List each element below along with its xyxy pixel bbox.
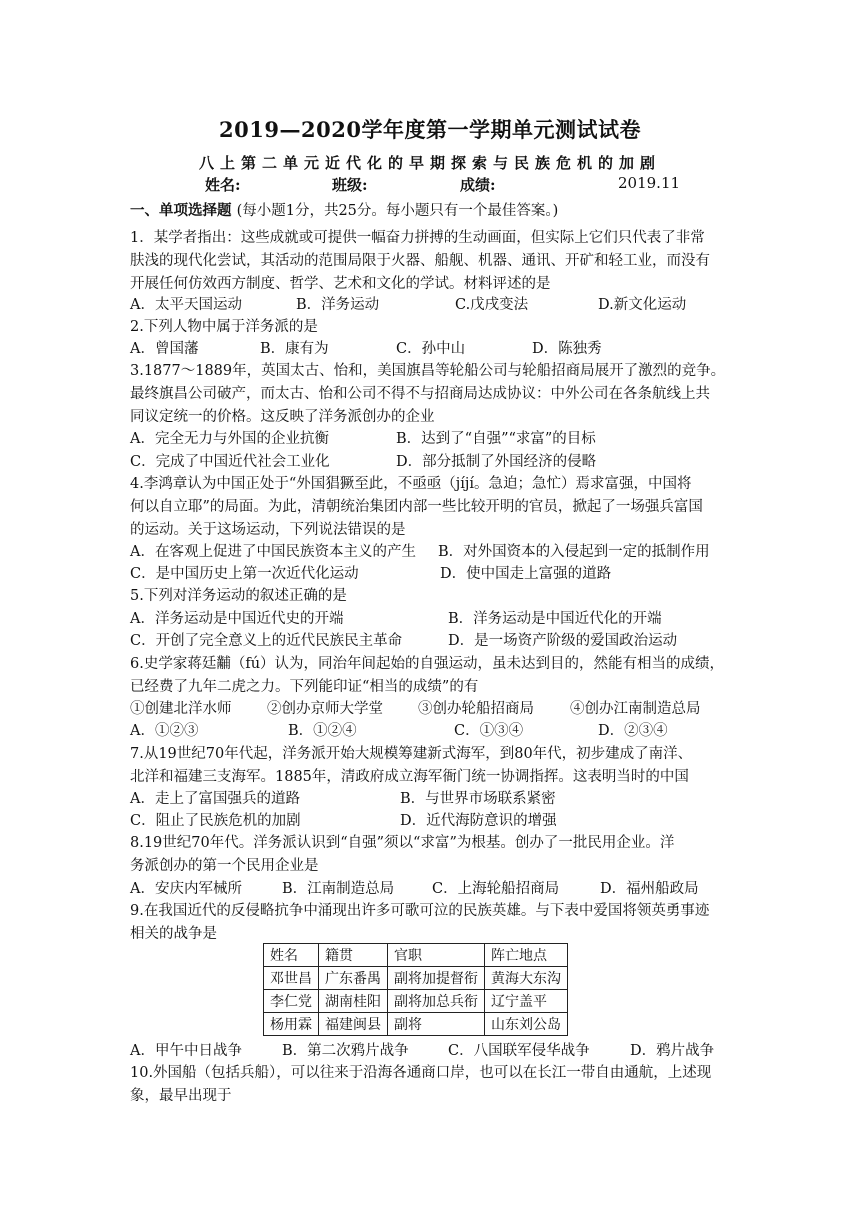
question-10-line-1: 10.外国船（包括兵船），可以往来于沿海各通商口岸，也可以在长江一带自由通航，上述现 — [130, 1065, 712, 1081]
table-cell: 李仁党 — [264, 990, 319, 1013]
q5-option-c: C．开创了完全意义上的近代民族民主革命 — [130, 633, 403, 649]
q7-option-c: C．阻止了民族危机的加剧 — [130, 813, 301, 829]
q4-option-a: A．在客观上促进了中国民族资本主义的产生 — [130, 544, 416, 560]
table-header-cell: 阵亡地点 — [485, 944, 568, 967]
q8-option-d: D．福州船政局 — [600, 881, 699, 897]
q6-item-3: ③创办轮船招商局 — [418, 701, 534, 717]
q9-option-c: C．八国联军侵华战争 — [448, 1043, 590, 1059]
question-9-line-2: 相关的战争是 — [130, 926, 217, 942]
name-label: 姓名: — [205, 176, 241, 194]
q1-option-a: A．太平天国运动 — [130, 297, 242, 313]
question-4-line-2: 何以自立耶”的局面。为此，清朝统治集团内部一些比较开明的官员，掀起了一场强兵富国 — [130, 499, 703, 515]
table-cell: 湖南桂阳 — [319, 990, 388, 1013]
question-3-line-1: 3.1877～1889年，英国太古、怡和，美国旗昌等轮船公司与轮船招商局展开了激烈的竞争。 — [130, 363, 726, 379]
q9-option-a: A．甲午中日战争 — [130, 1043, 242, 1059]
q3-option-a: A．完全无力与外国的企业抗衡 — [130, 431, 329, 447]
q2-option-c: C．孙中山 — [396, 341, 466, 357]
table-cell: 福建闽县 — [319, 1013, 388, 1036]
class-label: 班级: — [332, 176, 368, 194]
table-header-cell: 籍贯 — [319, 944, 388, 967]
unit-subtitle: 八上第二单元近代化的早期探索与民族危机的加剧 — [198, 154, 661, 172]
q8-option-b: B．江南制造总局 — [282, 881, 395, 897]
question-1-line-2: 肤浅的现代化尝试，其活动的范围局限于火器、船舰、机器、通讯、开矿和轻工业，而没有 — [130, 253, 710, 269]
table-cell: 副将加总兵衔 — [388, 990, 485, 1013]
exam-title: 2019—2020学年度第一学期单元测试试卷 — [219, 117, 641, 142]
q8-option-a: A．安庆内军械所 — [130, 881, 242, 897]
section-note: (每小题1分，共25分。每小题只有一个最佳答案。) — [236, 203, 559, 219]
question-7-line-1: 7.从19世纪70年代起，洋务派开始大规模筹建新式海军，到80年代，初步建成了南洋、 — [130, 746, 693, 762]
question-1-line-1: 1．某学者指出：这些成就或可提供一幅奋力拼搏的生动画面，但实际上它们只代表了非常 — [130, 230, 705, 246]
question-2-line-1: 2.下列人物中属于洋务派的是 — [130, 319, 318, 335]
generals-table — [263, 943, 568, 1036]
table-header-row — [264, 944, 568, 967]
q6-option-d: D．②③④ — [598, 723, 668, 739]
section-title: 一、单项选择题 — [130, 202, 232, 219]
q3-option-d: D．部分抵制了外国经济的侵略 — [396, 454, 597, 470]
q6-item-4: ④创办江南制造总局 — [570, 701, 701, 717]
q5-option-b: B．洋务运动是中国近代化的开端 — [448, 611, 662, 627]
question-3-line-2: 最终旗昌公司破产，而太古、怡和公司不得不与招商局达成协议：中外公司在各条航线上共 — [130, 386, 710, 402]
q6-option-c: C．①③④ — [454, 723, 524, 739]
q1-option-b: B．洋务运动 — [296, 297, 380, 313]
table-cell: 杨用霖 — [264, 1013, 319, 1036]
table-cell: 辽宁盖平 — [485, 990, 568, 1013]
q7-option-a: A．走上了富国强兵的道路 — [130, 791, 300, 807]
question-5-line-1: 5.下列对洋务运动的叙述正确的是 — [130, 588, 347, 604]
q3-option-c: C．完成了中国近代社会工业化 — [130, 454, 330, 470]
q1-option-d: D.新文化运动 — [598, 297, 687, 313]
table-row — [264, 1013, 568, 1036]
q4-option-d: D．使中国走上富强的道路 — [440, 566, 612, 582]
q3-option-b: B．达到了“自强”“求富”的目标 — [396, 431, 596, 447]
q6-option-b: B．①②④ — [288, 723, 357, 739]
table-cell: 山东刘公岛 — [485, 1013, 568, 1036]
table-cell: 黄海大东沟 — [485, 967, 568, 990]
question-8-line-2: 务派创办的第一个民用企业是 — [130, 858, 319, 874]
question-8-line-1: 8.19世纪70年代。洋务派认识到“自强”须以“求富”为根基。创办了一批民用企业。洋 — [130, 835, 675, 851]
q5-option-a: A．洋务运动是中国近代史的开端 — [130, 611, 344, 627]
table-row — [264, 967, 568, 990]
q6-item-2: ②创办京师大学堂 — [267, 701, 383, 717]
q4-option-b: B．对外国资本的入侵起到一定的抵制作用 — [438, 544, 710, 560]
q5-option-d: D．是一场资产阶级的爱国政治运动 — [448, 633, 678, 649]
q9-option-d: D．鸦片战争 — [630, 1043, 715, 1059]
score-label: 成绩: — [460, 176, 496, 194]
table-header-cell: 官职 — [388, 944, 485, 967]
q6-option-a: A．①②③ — [130, 723, 199, 739]
table-cell: 副将加提督衔 — [388, 967, 485, 990]
question-6-line-1: 6.史学家蒋廷黼（fú）认为，同治年间起始的自强运动，虽未达到目的，然能有相当的成绩， — [130, 656, 725, 672]
q8-option-c: C．上海轮船招商局 — [432, 881, 560, 897]
table-cell: 广东番禺 — [319, 967, 388, 990]
table-header-cell: 姓名 — [264, 944, 319, 967]
question-10-line-2: 象，最早出现于 — [130, 1088, 232, 1104]
q2-option-b: B．康有为 — [260, 341, 329, 357]
q4-option-c: C．是中国历史上第一次近代化运动 — [130, 566, 359, 582]
table-cell: 副将 — [388, 1013, 485, 1036]
q1-option-c: C.戊戌变法 — [455, 297, 529, 313]
question-4-line-1: 4.李鸿章认为中国正处于“外国猖獗至此，不亟亟（jíjí。急迫；急忙）焉求富强，中国将 — [130, 476, 692, 492]
question-7-line-2: 北洋和福建三支海军。1885年，清政府成立海军衙门统一协调指挥。这表明当时的中国 — [130, 769, 689, 785]
question-3-line-3: 同议定统一的价格。这反映了洋务派创办的企业 — [130, 409, 435, 425]
q9-option-b: B．第二次鸦片战争 — [282, 1043, 409, 1059]
q7-option-b: B．与世界市场联系紧密 — [400, 791, 556, 807]
q2-option-d: D．陈独秀 — [532, 341, 602, 357]
q7-option-d: D．近代海防意识的增强 — [400, 813, 557, 829]
question-1-line-3: 开展任何仿效西方制度、哲学、艺术和文化的学试。材料评述的是 — [130, 276, 551, 292]
table-cell: 邓世昌 — [264, 967, 319, 990]
question-4-line-3: 的运动。关于这场运动，下列说法错误的是 — [130, 522, 406, 538]
q2-option-a: A．曾国藩 — [130, 341, 199, 357]
question-9-line-1: 9.在我国近代的反侵略抗争中涌现出许多可歌可泣的民族英雄。与下表中爱国将领英勇事迹 — [130, 903, 710, 919]
exam-date: 2019.11 — [618, 174, 681, 192]
q6-item-1: ①创建北洋水师 — [130, 701, 232, 717]
table-row — [264, 990, 568, 1013]
question-6-line-2: 已经费了九年二虎之力。下列能印证“相当的成绩”的有 — [130, 679, 479, 695]
section-header — [130, 201, 558, 221]
